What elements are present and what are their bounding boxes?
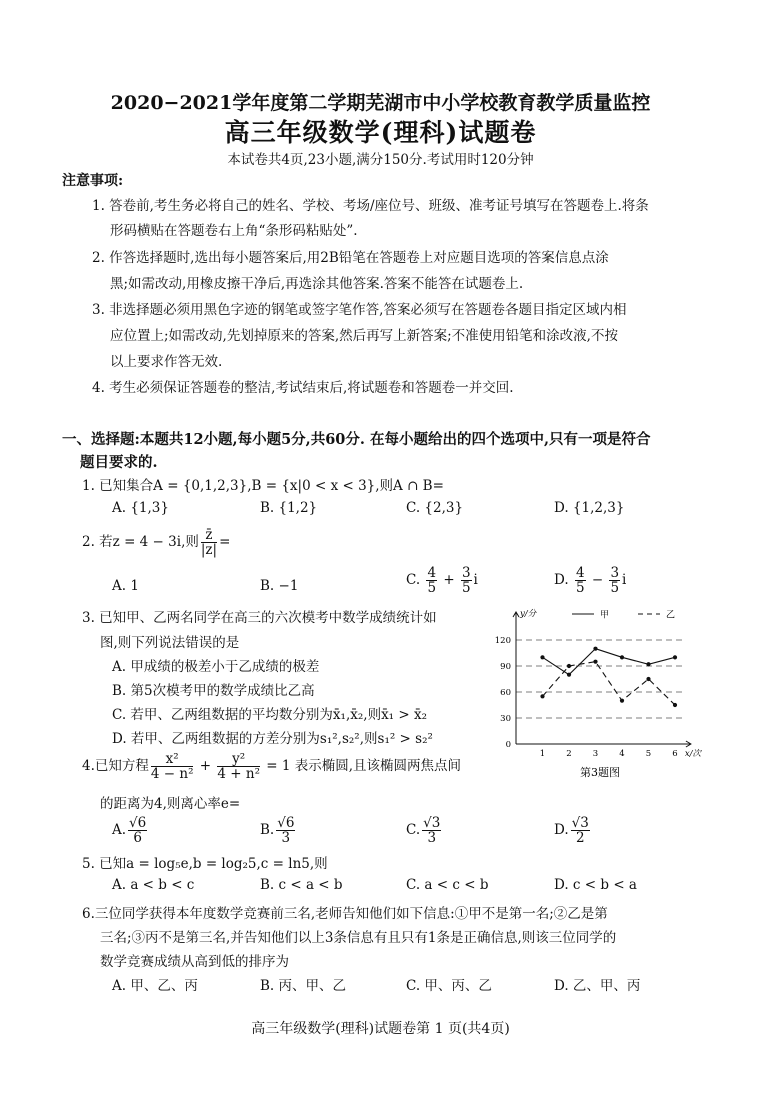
- frac-den: 2: [575, 830, 585, 847]
- notice-line: 3. 非选择题必须用黑色字迹的钢笔或签字笔作答,答案必须写在答题卷各题目指定区域内相: [92, 302, 627, 318]
- section-heading: 一、选择题:本题共12小题,每小题5分,共60分. 在每小题给出的四个选项中,只有一项是符合: [62, 431, 651, 448]
- q1-option-b: B. {1,2}: [260, 500, 318, 516]
- question-2-stem: [82, 528, 230, 557]
- y-tick-label: 0: [505, 740, 511, 750]
- q1-option-c: C. {2,3}: [406, 500, 464, 516]
- q4-option-a: [112, 816, 149, 845]
- frac-den: 5: [575, 580, 585, 597]
- data-point: [620, 655, 624, 659]
- q4-stem-post: = 1 表示椭圆,且该椭圆两焦点间: [266, 758, 462, 775]
- data-point: [593, 660, 597, 664]
- q2-c-frac2: [461, 566, 472, 595]
- q2-d-frac2: [609, 566, 620, 595]
- q5-option-d: D. c < b < a: [554, 877, 637, 893]
- legend-label: 甲: [600, 610, 610, 621]
- q4-plus: +: [199, 758, 212, 775]
- question-6-stem: 三名;③丙不是第三名,并告知他们以上3条信息有且只有1条是正确信息,则该三位同学的: [100, 930, 617, 946]
- exam-series-title: 2020−2021学年度第二学期芜湖市中小学校教育教学质量监控: [110, 92, 651, 114]
- data-point: [646, 677, 650, 681]
- q5-option-b: B. c < a < b: [260, 877, 343, 893]
- chart-grid: [516, 640, 685, 718]
- frac-den: 5: [427, 580, 437, 597]
- x-axis-label: x/次: [684, 749, 701, 759]
- exam-subtitle: 本试卷共4页,23小题,满分150分.考试用时120分钟: [227, 152, 534, 168]
- frac-den: 4 − n²: [150, 766, 194, 783]
- x-tick-label: 1: [539, 749, 546, 759]
- legend-label: 乙: [666, 610, 676, 621]
- q2-stem-pre: 2. 若z = 4 − 3i,则: [82, 534, 199, 551]
- y-axis-label: y/分: [520, 609, 537, 619]
- page-footer: 高三年级数学(理科)试题卷第 1 页(共4页): [251, 1021, 510, 1037]
- chart-labels: [495, 608, 703, 779]
- frac-num: √6: [129, 815, 147, 831]
- q6-option-d: D. 乙、甲、丙: [554, 978, 641, 994]
- data-point: [593, 647, 597, 651]
- x-tick-label: 2: [566, 749, 572, 759]
- q2-c-label: C.: [406, 572, 421, 589]
- q2-d-label: D.: [554, 572, 569, 589]
- x-tick-label: 6: [672, 749, 678, 759]
- q4-stem-pre: 4.已知方程: [82, 758, 149, 775]
- q6-option-a: A. 甲、乙、丙: [112, 978, 198, 994]
- q2-frac-den: |z|: [200, 542, 218, 559]
- frac-num: 4: [427, 565, 437, 581]
- frac-num: 4: [575, 565, 585, 581]
- y-tick-label: 30: [500, 714, 511, 724]
- q2-option-c: [406, 566, 478, 595]
- frac-den: 3: [427, 830, 437, 847]
- q4-frac2: [217, 752, 260, 781]
- frac-num: 3: [610, 565, 620, 581]
- q4-a-frac: [128, 816, 147, 845]
- q2-d-minus: −: [591, 572, 604, 589]
- notice-title: 注意事项:: [62, 173, 124, 189]
- q5-option-a: A. a < b < c: [112, 877, 195, 893]
- frac-den: 3: [281, 830, 291, 847]
- q3-line-chart: [490, 604, 710, 780]
- frac-den: 4 + n²: [217, 766, 260, 783]
- q2-d-i: i: [622, 572, 627, 589]
- q2-option-b: B. −1: [260, 578, 299, 594]
- q3-option-a: A. 甲成绩的极差小于乙成绩的极差: [112, 659, 320, 675]
- q3-option-b: B. 第5次模考甲的数学成绩比乙高: [112, 683, 315, 699]
- q4-d-frac: [571, 816, 590, 845]
- chart-series: [540, 647, 677, 708]
- q5-option-c: C. a < c < b: [406, 877, 489, 893]
- data-point: [567, 673, 571, 677]
- q2-option-d: [554, 566, 626, 595]
- data-point: [540, 694, 544, 698]
- notice-line: 1. 答卷前,考生务必将自己的姓名、学校、考场/座位号、班级、准考证号填写在答题卷上.将条: [92, 198, 649, 214]
- q2-option-a: A. 1: [112, 578, 139, 594]
- frac-num: √3: [571, 815, 589, 831]
- frac-num: x²: [151, 752, 194, 767]
- frac-den: 5: [461, 580, 471, 597]
- q4-d-label: D.: [554, 822, 569, 839]
- q4-b-frac: [276, 816, 295, 845]
- notice-line: 应位置上;如需改动,先划掉原来的答案,然后再写上新答案;不准使用铅笔和涂改液,不按: [110, 328, 618, 344]
- q4-c-label: C.: [406, 822, 421, 839]
- frac-num: √3: [423, 815, 441, 831]
- question-3-stem: 图,则下列说法错误的是: [100, 635, 240, 651]
- question-6-stem: 数学竞赛成绩从高到低的排序为: [100, 954, 289, 970]
- exam-title: 高三年级数学(理科)试题卷: [224, 118, 537, 147]
- chart-axes: [513, 612, 691, 747]
- question-3-stem: 3. 已知甲、乙两名同学在高三的六次模考中数学成绩统计如: [82, 610, 437, 626]
- frac-den: 6: [133, 830, 142, 847]
- series-line-yi: [543, 662, 676, 705]
- y-tick-label: 120: [494, 636, 511, 646]
- q2-c-frac1: [426, 566, 437, 595]
- q2-stem-post: =: [219, 534, 231, 551]
- data-point: [620, 699, 624, 703]
- q4-a-label: A.: [112, 822, 127, 839]
- x-tick-label: 4: [619, 749, 625, 759]
- chart-caption: 第3题图: [580, 766, 620, 779]
- q4-option-d: [554, 816, 592, 845]
- y-tick-label: 60: [500, 688, 511, 698]
- data-point: [646, 662, 650, 666]
- notice-line: 黑;如需改动,用橡皮擦干净后,再选涂其他答案.答案不能答在试题卷上.: [110, 276, 524, 292]
- q4-b-label: B.: [260, 822, 275, 839]
- x-tick-label: 5: [645, 749, 652, 759]
- frac-num: 3: [461, 565, 471, 581]
- y-tick-label: 90: [500, 662, 511, 672]
- q2-fraction: [201, 528, 217, 557]
- q4-c-frac: [422, 816, 441, 845]
- q2-d-frac1: [575, 566, 586, 595]
- data-point: [673, 655, 677, 659]
- q6-option-b: B. 丙、甲、乙: [260, 978, 347, 994]
- data-point: [540, 655, 544, 659]
- notice-line: 形码横贴在答题卷右上角“条形码粘贴处”.: [110, 223, 358, 239]
- q2-frac-num: z̄: [201, 528, 217, 543]
- frac-num: y²: [217, 752, 260, 767]
- question-4-stem: [82, 752, 461, 781]
- question-1-stem: 1. 已知集合A = {0,1,2,3},B = {x|0 < x < 3},则A ∩ B=: [82, 478, 444, 494]
- series-line-jia: [543, 649, 676, 675]
- notice-line: 2. 作答选择题时,选出每小题答案后,用2B铅笔在答题卷上对应题目选项的答案信息点涂: [92, 250, 609, 266]
- question-5-stem: 5. 已知a = log₅e,b = log₂5,c = ln5,则: [82, 856, 328, 872]
- q3-option-d: D. 若甲、乙两组数据的方差分别为s₁²,s₂²,则s₁² > s₂²: [112, 731, 433, 747]
- notice-line: 以上要求作答无效.: [110, 354, 223, 370]
- q1-option-a: A. {1,3}: [112, 500, 169, 516]
- q3-option-c: C. 若甲、乙两组数据的平均数分别为x̄₁,x̄₂,则x̄₁ > x̄₂: [112, 707, 428, 723]
- question-4-stem-line2: 的距离为4,则离心率e=: [100, 796, 241, 812]
- data-point: [567, 664, 571, 668]
- section-heading: 题目要求的.: [80, 454, 158, 471]
- notice-line: 4. 考生必须保证答题卷的整洁,考试结束后,将试题卷和答题卷一并交回.: [92, 380, 514, 396]
- q6-option-c: C. 甲、丙、乙: [406, 978, 492, 994]
- frac-den: 5: [610, 580, 620, 597]
- q1-option-d: D. {1,2,3}: [554, 500, 625, 516]
- question-6-stem: 6.三位同学获得本年度数学竞赛前三名,老师告知他们如下信息:①甲不是第一名;②乙是第: [82, 906, 608, 922]
- data-point: [673, 703, 677, 707]
- frac-num: √6: [277, 815, 295, 831]
- q4-option-c: [406, 816, 443, 845]
- x-tick-label: 3: [592, 749, 599, 759]
- q4-frac1: [151, 752, 194, 781]
- q2-c-i: i: [473, 572, 478, 589]
- q4-option-b: [260, 816, 297, 845]
- q2-c-plus: +: [443, 572, 455, 589]
